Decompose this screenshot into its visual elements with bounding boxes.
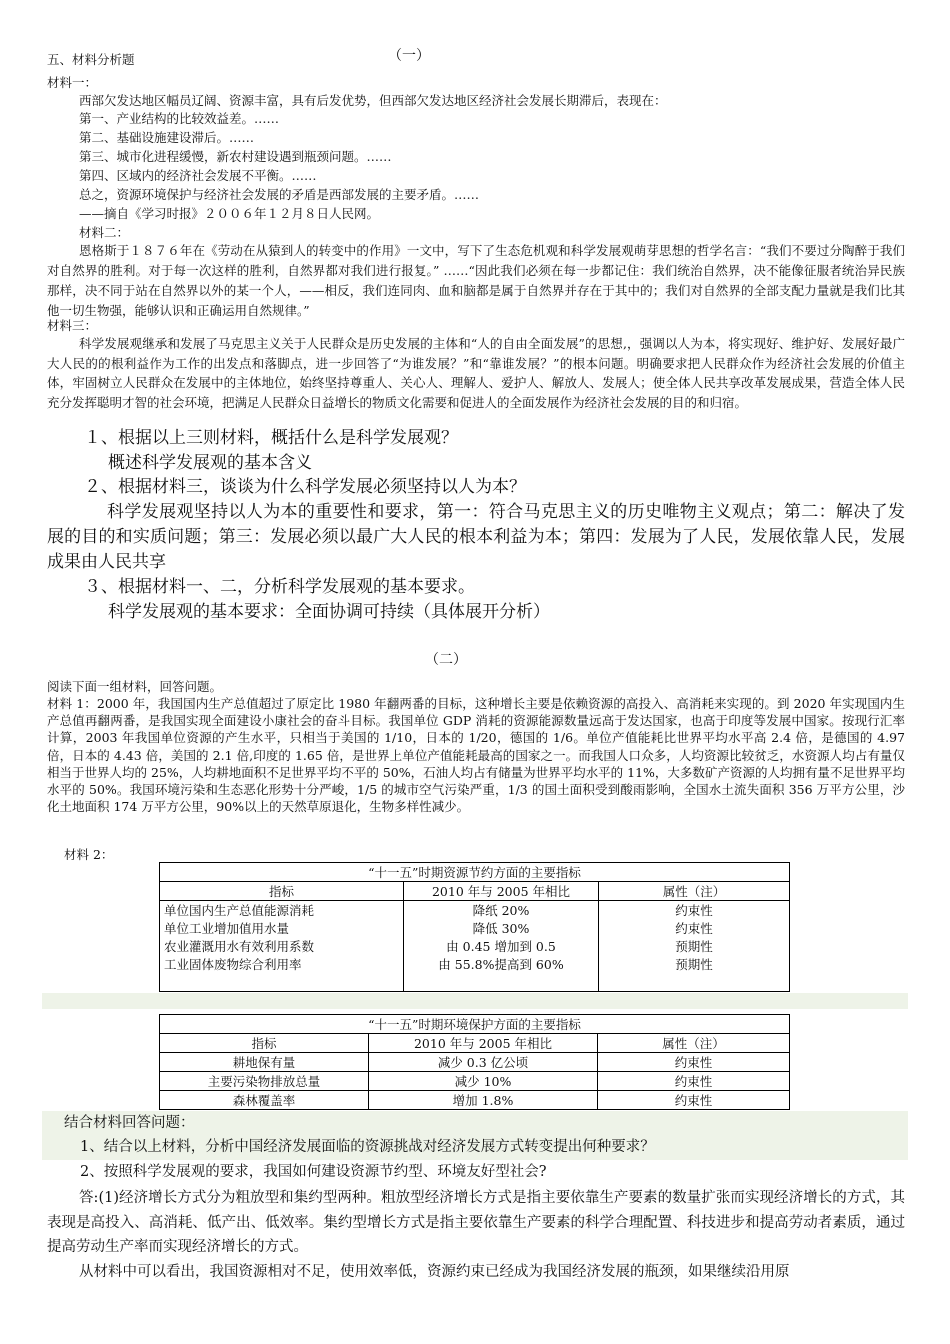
part-title-1: （一） [388, 48, 430, 64]
table-row [160, 937, 790, 955]
table-cell: 森林覆盖率 [160, 1091, 369, 1110]
table-cell: 由 0.45 增加到 0.5 [404, 937, 599, 955]
table-header: 属性（注） [598, 1034, 790, 1053]
material-1-item: 第一、产业结构的比较效益差。…… [79, 111, 280, 126]
environment-indicator-table [159, 1014, 790, 1110]
material-2-label: 材料二： [79, 225, 130, 240]
part-title-2: （二） [425, 652, 467, 668]
table-cell: 单位工业增加值用水量 [160, 919, 404, 937]
table-cell: 约束性 [598, 1072, 790, 1091]
table-cell: 减少 0.3 亿公顷 [369, 1053, 598, 1072]
table-cell: 农业灌溉用水有效利用系数 [160, 937, 404, 955]
material-1-item: 总之，资源环境保护与经济社会发展的矛盾是西部发展的主要矛盾。…… [79, 187, 480, 202]
material-3-text: 科学发展观继承和发展了马克思主义关于人民群众是历史发展的主体和“人的自由全面发展”的思想,，强调以人为本，将实现好、维护好、发展好最广大人民的的根利益作为工作的出发点和落脚点，进一步回答了“为谁发展？”和“靠谁发展？”的根本问题。明确要求把人民群众作为经济社会发展的价值主体，牢固树立人民群众在发展中的主体地位，始终坚持尊重人、关心人、理解人、爱护人、解放人、发展人；使全体人民共享改革发展成果，营造全体人民充分发挥聪明才智的社会环境，把满足人民群众日益增长的物质文化需要和促进人的全面发展作为经济社会发展的目的和归宿。 [47, 336, 905, 410]
answer-paragraph-1: 答:(1)经济增长方式分为粗放型和集约型两种。粗放型经济增长方式是指主要依靠生产要素的数量扩张而实现经济增长的方式，其表现是高投入、高消耗、低产出、低效率。集约型增长方式是指主要依靠生产要素的科学合理配置、科技进步和提高劳动者素质，通过提高劳动生产率而实现经济增长的方式。 [47, 1190, 905, 1255]
table-cell: 预期性 [675, 957, 713, 972]
table-row [160, 901, 790, 920]
answer-2: 科学发展观坚持以人为本的重要性和要求，第一：符合马克思主义的历史唯物主义观点；第二：解决了发展的目的和实质问题；第三：发展必须以最广大人民的根本利益为本；第四：发展为了人民，发展依靠人民，发展成果由人民共享 [47, 502, 905, 572]
question-2: 2、按照科学发展观的要求，我国如何建设资源节约型、环境友好型社会? [80, 1164, 547, 1180]
table-cell: 约束性 [674, 1093, 713, 1108]
table-row [160, 955, 790, 973]
table-title: “十一五”时期环境保护方面的主要指标 [160, 1015, 790, 1034]
table-header: 指标 [160, 882, 404, 901]
table-cell: 预期性 [675, 939, 713, 954]
question-1: １、根据以上三则材料，概括什么是科学发展观？ [84, 428, 458, 448]
section-heading: 五、材料分析题 [47, 52, 135, 67]
answer-paragraph-2: 从材料中可以看出，我国资源相对不足，使用效率低，资源约束已经成为我国经济发展的瓶颈，如果继续沿用原 [79, 1264, 790, 1280]
question-2: ２、根据材料三，谈谈为什么科学发展必须坚持以人为本？ [84, 477, 526, 497]
combine-heading: 结合材料回答问题： [64, 1115, 195, 1131]
table-cell: 单位国内生产总值能源消耗 [160, 901, 404, 920]
table-cell: 增加 1.8% [369, 1091, 598, 1110]
resource-indicator-table [159, 862, 790, 992]
material-2-text: 恩格斯于１８７６年在《劳动在从猿到人的转变中的作用》一文中，写下了生态危机观和科学发展观萌芽思想的哲学名言：“我们不要过分陶醉于我们对自然界的胜利。对于每一次这样的胜利，自然界都对我们进行报复。” ……“因此我们必须在每一步都记住：我们统治自然界，决不能像征服者统治异民族那样，决不同于站在自然界以外的某一个人，——相反，我们连同肉、血和脑都是属于自然界并存在于其中的；我们对自然界的全部支配力量就是我们比其他一切生物强，能够认识和正确运用自然规律。” [47, 243, 905, 318]
material-3-label: 材料三： [47, 318, 98, 333]
material-1-label: 材料一： [47, 75, 98, 90]
table-cell: 约束性 [675, 903, 713, 918]
table-cell: 降纸 20% [404, 901, 599, 920]
material-1-paragraph: 材料 1：2000 年，我国国内生产总值超过了原定比 1980 年翻两番的目标，这种增长主要是依赖资源的高投入、高消耗来实现的。到 2020 年实现国内生产总值再翻两番，是我国实现全面建设小康社会的奋斗目标。我国单位 GDP 消耗的资源能源数量远高于发达国家，也高于印度等发展中国家。按现行汇率计算，2003 年我国单位资源的产生水平，只相当于美国的 1/10，日本的 1/20，德国的 1/6。单位产值能耗比世界平均水平高 2.4 倍，是德国的 4.97 倍，日本的 4.43 倍，美国的 2.1 倍,印度的 1.65 倍，是世界上单位产值能耗最高的国家之一。而我国人口众多，人均资源比较贫乏，水资源人均占有量仅相当于世界人均的 25%，人均耕地面积不足世界平均不平的 50%，石油人均占有储量为世界平均水平的 11%，大多数矿产资源的人均拥有量不足世界平均水平的 50%。我国环境污染和生态恶化形势十分严峻，1/5 的城市空气污染严重，1/3 的国土面积受到酸雨影响，全国水土流失面积 356 万平方公里，沙化土地面积 174 万平方公里，90%以上的天然草原退化，生物多样性减少。 [47, 696, 905, 815]
material-2-label: 材料 2： [64, 847, 114, 862]
spacer-band [42, 993, 908, 1009]
table-row [160, 919, 790, 937]
material-1-item: 第二、基础设施建设滞后。…… [79, 130, 255, 145]
table-cell: 工业固体废物综合利用率 [160, 955, 404, 973]
table-cell: 由 55.8%提高到 60% [404, 955, 599, 973]
table-header: 指标 [160, 1034, 369, 1053]
material-1-item: 第四、区域内的经济社会发展不平衡。…… [79, 168, 317, 183]
table-row [160, 1053, 790, 1072]
table-row [160, 1091, 790, 1110]
material-1-intro: 西部欠发达地区幅员辽阔、资源丰富，具有后发优势，但西部欠发达地区经济社会发展长期滞后，表现在： [79, 93, 667, 108]
material-1-item: 第三、城市化进程缓慢，新农村建设遇到瓶颈问题。…… [79, 149, 392, 164]
material-1-source: ——摘自《学习时报》２００６年１２月８日人民网。 [79, 206, 380, 221]
table-cell: 约束性 [598, 1053, 790, 1072]
table-cell: 主要污染物排放总量 [160, 1072, 369, 1091]
table-cell: 减少 10% [369, 1072, 598, 1091]
question-1: 1、结合以上材料，分析中国经济发展面临的资源挑战对经济发展方式转变提出何种要求？ [80, 1139, 655, 1155]
question-3: ３、根据材料一、二，分析科学发展观的基本要求。 [84, 577, 475, 597]
table-cell: 降低 30% [404, 919, 599, 937]
answer-3: 科学发展观的基本要求：全面协调可持续（具体展开分析） [108, 602, 550, 622]
table-cell: 约束性 [675, 921, 713, 936]
table-row [160, 1072, 790, 1091]
table-title: “十一五”时期资源节约方面的主要指标 [160, 863, 790, 882]
table-header: 2010 年与 2005 年相比 [404, 882, 599, 901]
reading-intro: 阅读下面一组材料，回答问题。 [47, 679, 223, 694]
table-header: 2010 年与 2005 年相比 [369, 1034, 598, 1053]
table-header: 属性（注） [599, 882, 790, 901]
answer-1: 概述科学发展观的基本含义 [108, 453, 312, 473]
table-cell: 耕地保有量 [160, 1053, 369, 1072]
